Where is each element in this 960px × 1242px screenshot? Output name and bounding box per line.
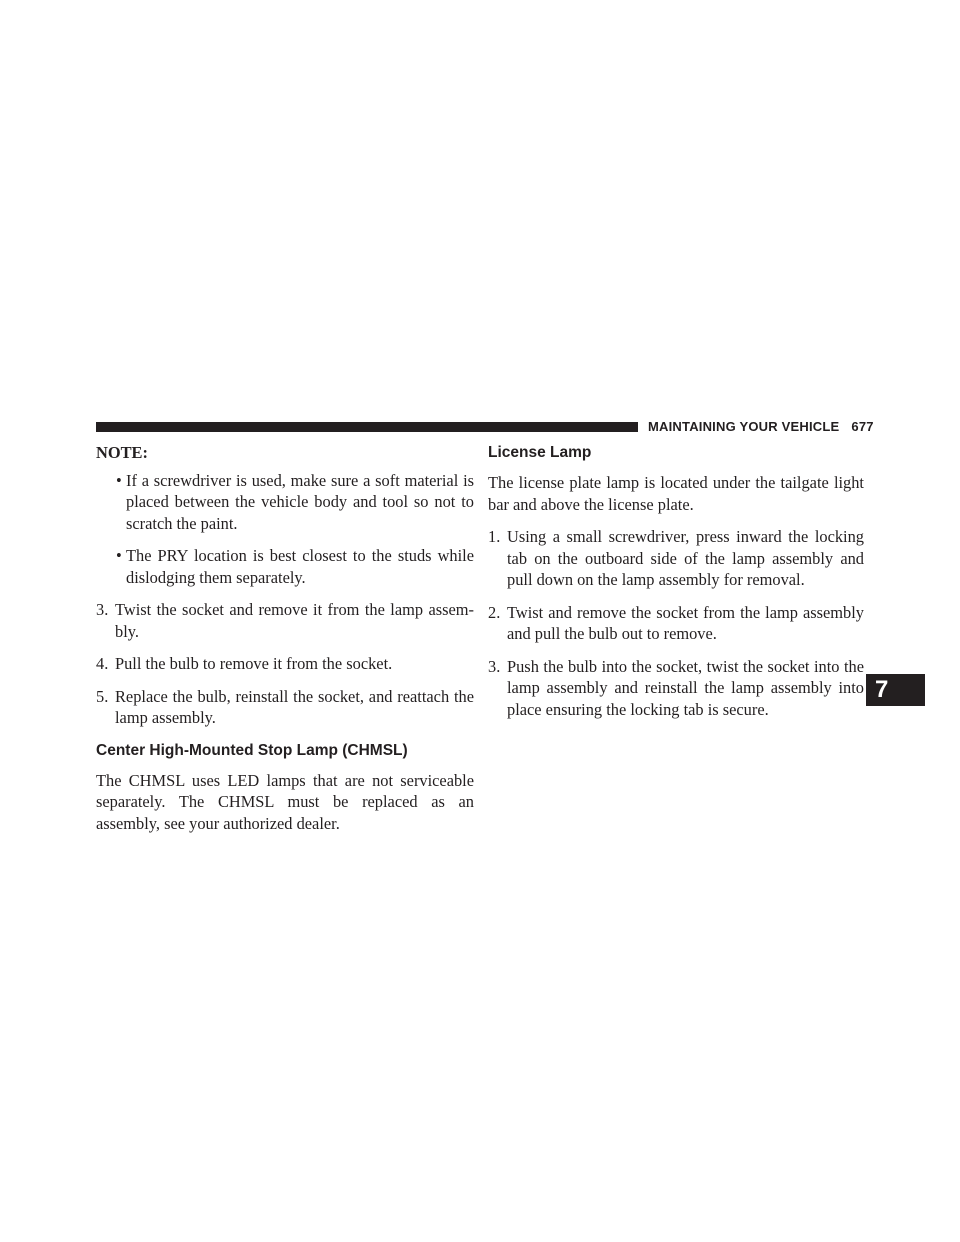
left-column <box>96 442 474 845</box>
step-item: 2. Twist and remove the socket from the lamp assembly and pull the bulb out to remove. <box>488 602 864 643</box>
header-rule <box>96 422 638 432</box>
right-steps <box>488 526 864 720</box>
license-lamp-paragraph: The license plate lamp is located under the tailgate light bar and above the license plate. <box>488 473 864 514</box>
note-label: NOTE: <box>96 443 148 462</box>
note-bullet: • The PRY location is best closest to the studs while dislodging them separately. <box>116 546 474 587</box>
chmsl-heading: Center High-Mounted Stop Lamp (CHMSL) <box>96 741 408 759</box>
step-item: 1. Using a small screwdriver, press inward the locking tab on the outboard side of the lamp assembly and pull down on the lamp assembly for removal. <box>488 527 864 589</box>
running-header <box>648 419 874 434</box>
note-bullet: • If a screwdriver is used, make sure a soft material is placed between the vehicle body and tool so not to scratch the paint. <box>116 470 474 533</box>
right-column <box>488 442 864 731</box>
bullet-dot-icon: • <box>116 470 122 490</box>
page-number: 677 <box>851 419 874 434</box>
step-item: 5. Replace the bulb, reinstall the socket, and reattach the lamp assembly. <box>96 686 474 727</box>
bullet-dot-icon: • <box>116 546 122 565</box>
note-bullets <box>96 470 474 589</box>
chmsl-paragraph: The CHMSL uses LED lamps that are not serviceable separately. The CHMSL must be replaced as an assembly, see your authorized dealer. <box>96 770 474 833</box>
step-item: 3. Push the bulb into the socket, twist the socket into the lamp assembly and reinstall the lamp assembly into place ensuring the locking tab is secure. <box>488 656 864 719</box>
step-item: 4. Pull the bulb to remove it from the socket. <box>96 654 393 673</box>
left-steps <box>96 599 474 729</box>
section-title: MAINTAINING YOUR VEHICLE <box>648 419 840 434</box>
chapter-tab: 7 <box>866 674 925 706</box>
step-item: 3. Twist the socket and remove it from the lamp assem- bly. <box>96 600 474 641</box>
license-lamp-heading: License Lamp <box>488 444 592 461</box>
